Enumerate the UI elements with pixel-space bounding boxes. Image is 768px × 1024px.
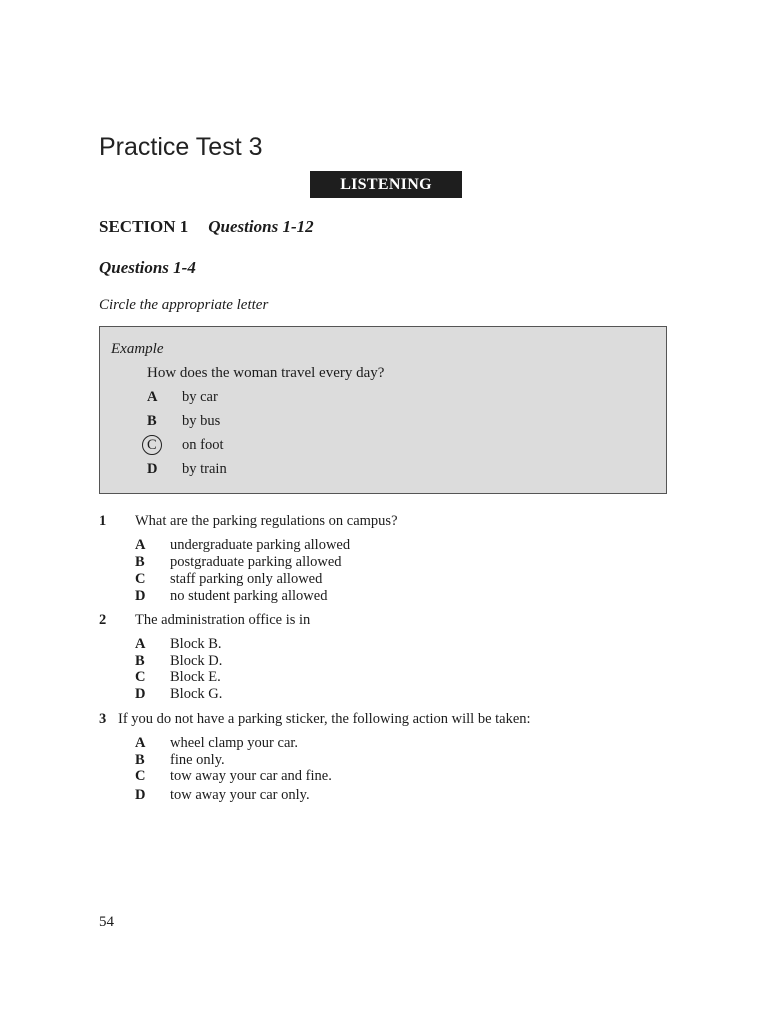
option-letter: C	[135, 768, 146, 784]
option-letter: D	[135, 588, 146, 604]
example-option-letter: D	[147, 461, 158, 477]
option-letter: C	[135, 669, 146, 685]
example-option-text: on foot	[182, 437, 224, 453]
option-text: fine only.	[170, 752, 225, 768]
option-letter: A	[135, 636, 146, 652]
option-letter: B	[135, 653, 145, 669]
example-question: How does the woman travel every day?	[147, 365, 385, 381]
questions-subheading: Questions 1-4	[99, 258, 196, 277]
question-text: The administration office is in	[135, 612, 311, 628]
question-text: If you do not have a parking sticker, the following action will be taken:	[118, 711, 531, 727]
example-option-letter: A	[147, 389, 158, 405]
option-text: wheel clamp your car.	[170, 735, 299, 751]
option-letter: A	[135, 537, 146, 553]
example-option-text: by car	[182, 389, 218, 405]
question-number: 2	[99, 612, 107, 628]
question-text: What are the parking regulations on campus?	[135, 513, 398, 529]
option-letter: A	[135, 735, 146, 751]
question-number: 1	[99, 513, 107, 529]
option-text: postgraduate parking allowed	[170, 554, 342, 570]
example-option-letter: B	[147, 413, 157, 429]
option-letter: D	[135, 787, 146, 803]
example-option-text: by train	[182, 461, 227, 477]
example-option-letter: C	[147, 437, 157, 453]
question-number: 3	[99, 711, 107, 727]
section-label: SECTION 1	[99, 217, 189, 236]
option-letter: B	[135, 752, 145, 768]
option-text: Block D.	[170, 653, 223, 669]
page-number: 54	[99, 914, 114, 930]
example-option-text: by bus	[182, 413, 221, 429]
page-title: Practice Test 3	[99, 133, 263, 161]
option-text: tow away your car only.	[170, 787, 310, 803]
instruction-text: Circle the appropriate letter	[99, 297, 269, 313]
option-text: Block B.	[170, 636, 222, 652]
section-question-range: Questions 1-12	[208, 217, 314, 236]
option-letter: B	[135, 554, 145, 570]
option-text: Block G.	[170, 686, 223, 702]
option-letter: D	[135, 686, 146, 702]
section-heading	[99, 217, 314, 237]
listening-banner: LISTENING	[310, 171, 462, 198]
option-text: staff parking only allowed	[170, 571, 323, 587]
option-text: Block E.	[170, 669, 221, 685]
option-text: undergraduate parking allowed	[170, 537, 351, 553]
example-label: Example	[111, 341, 164, 357]
option-letter: C	[135, 571, 146, 587]
option-text: tow away your car and fine.	[170, 768, 332, 784]
example-box	[99, 326, 667, 494]
option-text: no student parking allowed	[170, 588, 328, 604]
